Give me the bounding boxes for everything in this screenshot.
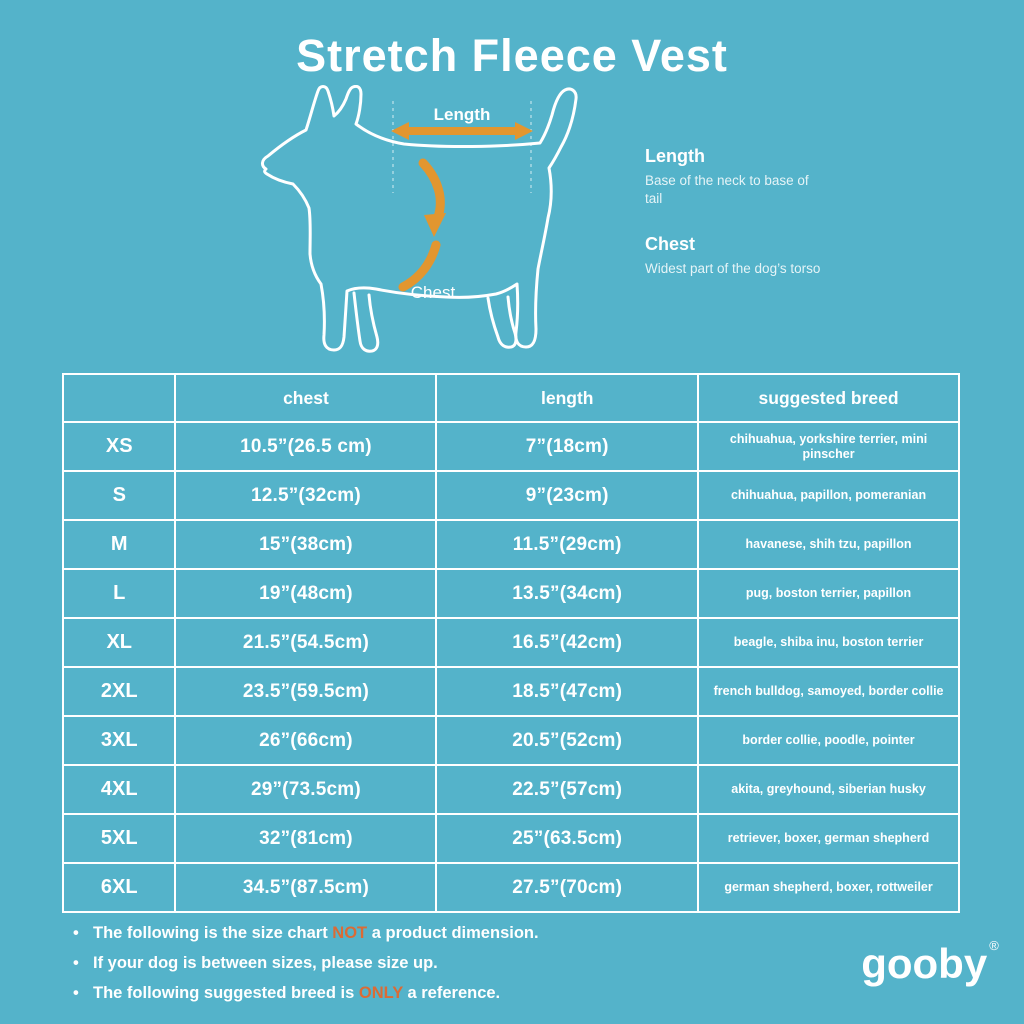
cell-chest: 10.5”(26.5 cm) bbox=[175, 422, 436, 471]
footnote-text: a product dimension. bbox=[367, 924, 539, 942]
table-row bbox=[63, 667, 959, 716]
cell-breeds: chihuahua, yorkshire terrier, mini pinscher bbox=[698, 422, 959, 471]
table-row bbox=[63, 618, 959, 667]
cell-length: 27.5”(70cm) bbox=[436, 863, 698, 912]
header-suggested-breed: suggested breed bbox=[698, 374, 959, 422]
legend-chest-heading: Chest bbox=[645, 234, 696, 255]
bullet-icon: • bbox=[73, 924, 79, 942]
cell-size: S bbox=[63, 471, 175, 520]
table-row bbox=[63, 569, 959, 618]
legend-length-description: Base of the neck to base of tail bbox=[645, 173, 809, 207]
footnotes bbox=[73, 918, 673, 1008]
cell-chest: 15”(38cm) bbox=[175, 520, 436, 569]
cell-length: 20.5”(52cm) bbox=[436, 716, 698, 765]
table-row bbox=[63, 863, 959, 912]
cell-breeds: german shepherd, boxer, rottweiler bbox=[698, 863, 959, 912]
table-row bbox=[63, 422, 959, 471]
dog-outline-icon bbox=[248, 85, 628, 375]
legend-length-heading: Length bbox=[645, 146, 705, 166]
gooby-logo bbox=[855, 938, 1005, 988]
cell-length: 25”(63.5cm) bbox=[436, 814, 698, 863]
table-row bbox=[63, 765, 959, 814]
cell-breeds: pug, boston terrier, papillon bbox=[698, 569, 959, 618]
cell-length: 7”(18cm) bbox=[436, 422, 698, 471]
cell-size: 2XL bbox=[63, 667, 175, 716]
cell-chest: 21.5”(54.5cm) bbox=[175, 618, 436, 667]
cell-breeds: border collie, poodle, pointer bbox=[698, 716, 959, 765]
legend-chest-description: Widest part of the dog’s torso bbox=[645, 261, 821, 277]
cell-length: 16.5”(42cm) bbox=[436, 618, 698, 667]
cell-chest: 19”(48cm) bbox=[175, 569, 436, 618]
cell-chest: 12.5”(32cm) bbox=[175, 471, 436, 520]
dog-measurement-diagram bbox=[248, 85, 628, 375]
cell-size: L bbox=[63, 569, 175, 618]
cell-length: 13.5”(34cm) bbox=[436, 569, 698, 618]
header-length: length bbox=[436, 374, 698, 422]
cell-size: 5XL bbox=[63, 814, 175, 863]
footnote-text: The following is the size chart bbox=[93, 924, 333, 942]
footnote-text: If your dog is between sizes, please size up. bbox=[93, 954, 438, 972]
header-size bbox=[63, 374, 175, 422]
footnote-highlight: ONLY bbox=[358, 984, 403, 1002]
footnote bbox=[73, 978, 673, 1008]
cell-breeds: havanese, shih tzu, papillon bbox=[698, 520, 959, 569]
cell-size: 4XL bbox=[63, 765, 175, 814]
cell-chest: 29”(73.5cm) bbox=[175, 765, 436, 814]
cell-length: 9”(23cm) bbox=[436, 471, 698, 520]
footnote-highlight: NOT bbox=[332, 924, 368, 942]
legend-chest bbox=[645, 234, 825, 278]
cell-breeds: akita, greyhound, siberian husky bbox=[698, 765, 959, 814]
footnote-text: a reference. bbox=[402, 984, 501, 1002]
size-chart-table bbox=[62, 373, 960, 913]
diagram-chest-label: Chest bbox=[410, 283, 456, 302]
footnote bbox=[73, 918, 673, 948]
table-row bbox=[63, 520, 959, 569]
legend-length bbox=[645, 146, 825, 208]
footnote-text: The following suggested breed is bbox=[93, 984, 359, 1002]
cell-length: 22.5”(57cm) bbox=[436, 765, 698, 814]
cell-size: 3XL bbox=[63, 716, 175, 765]
diagram-length-label: Length bbox=[433, 105, 491, 124]
cell-breeds: french bulldog, samoyed, border collie bbox=[698, 667, 959, 716]
cell-breeds: beagle, shiba inu, boston terrier bbox=[698, 618, 959, 667]
cell-breeds: retriever, boxer, german shepherd bbox=[698, 814, 959, 863]
cell-size: 6XL bbox=[63, 863, 175, 912]
cell-chest: 23.5”(59.5cm) bbox=[175, 667, 436, 716]
cell-chest: 34.5”(87.5cm) bbox=[175, 863, 436, 912]
cell-length: 18.5”(47cm) bbox=[436, 667, 698, 716]
footnote bbox=[73, 948, 673, 978]
cell-size: XS bbox=[63, 422, 175, 471]
cell-breeds: chihuahua, papillon, pomeranian bbox=[698, 471, 959, 520]
bullet-icon: • bbox=[73, 954, 79, 972]
table-header-row bbox=[63, 374, 959, 422]
table-row bbox=[63, 814, 959, 863]
cell-length: 11.5”(29cm) bbox=[436, 520, 698, 569]
measurement-legend bbox=[645, 146, 825, 305]
bullet-icon: • bbox=[73, 984, 79, 1002]
table-row bbox=[63, 716, 959, 765]
registered-trademark-icon: ® bbox=[989, 938, 999, 953]
page-title: Stretch Fleece Vest bbox=[296, 30, 728, 81]
cell-chest: 32”(81cm) bbox=[175, 814, 436, 863]
cell-chest: 26”(66cm) bbox=[175, 716, 436, 765]
gooby-logo-text: gooby bbox=[861, 940, 988, 987]
cell-size: M bbox=[63, 520, 175, 569]
table-row bbox=[63, 471, 959, 520]
cell-size: XL bbox=[63, 618, 175, 667]
header-chest: chest bbox=[175, 374, 436, 422]
